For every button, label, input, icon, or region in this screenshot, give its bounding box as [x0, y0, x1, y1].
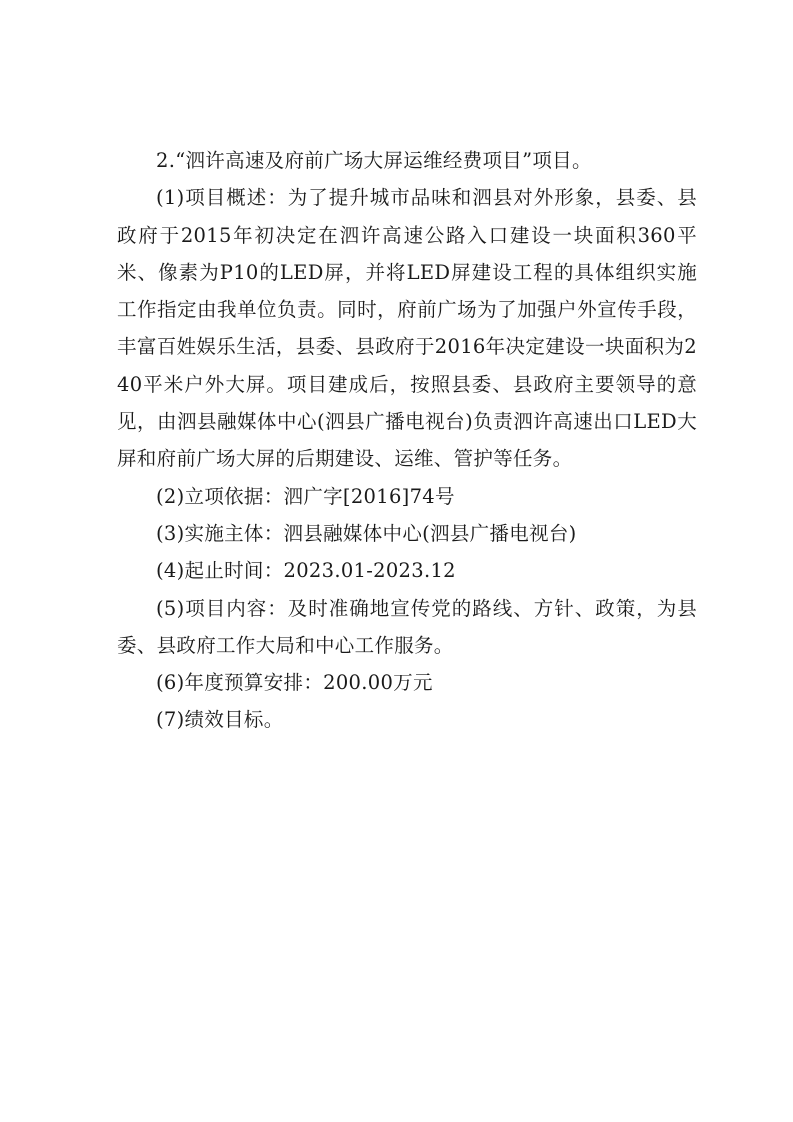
- project-overview-paragraph: (1)项目概述：为了提升城市品味和泗县对外形象，县委、县政府于2015年初决定在泗许高速公路入口建设一块面积360平米、像素为P10的LED屏，并将LED屏建设工程的具体组织实施工作指定由我单位负责。同时，府前广场为了加强户外宣传手段，丰富百姓娱乐生活，县委、县政府于2016年决定建设一块面积为240平米户外大屏。项目建成后，按照县委、县政府主要领导的意见，由泗县融媒体中心(泗县广播电视台)负责泗许高速出口LED大屏和府前广场大屏的后期建设、运维、管护等任务。: [117, 186, 697, 471]
- document-body: [117, 142, 697, 739]
- section-heading: 2.“泗许高速及府前广场大屏运维经费项目”项目。: [156, 149, 592, 172]
- implementing-entity-paragraph: (3)实施主体：泗县融媒体中心(泗县广播电视台): [156, 521, 577, 545]
- performance-goal-paragraph: (7)绩效目标。: [156, 708, 284, 732]
- project-basis-paragraph: (2)立项依据：泗广字[2016]74号: [156, 484, 455, 508]
- annual-budget-paragraph: (6)年度预算安排：200.00万元: [156, 671, 433, 695]
- project-content-paragraph: (5)项目内容：及时准确地宣传党的路线、方针、政策，为县委、县政府工作大局和中心工作服务。: [117, 596, 697, 657]
- project-period-paragraph: (4)起止时间：2023.01-2023.12: [156, 559, 456, 583]
